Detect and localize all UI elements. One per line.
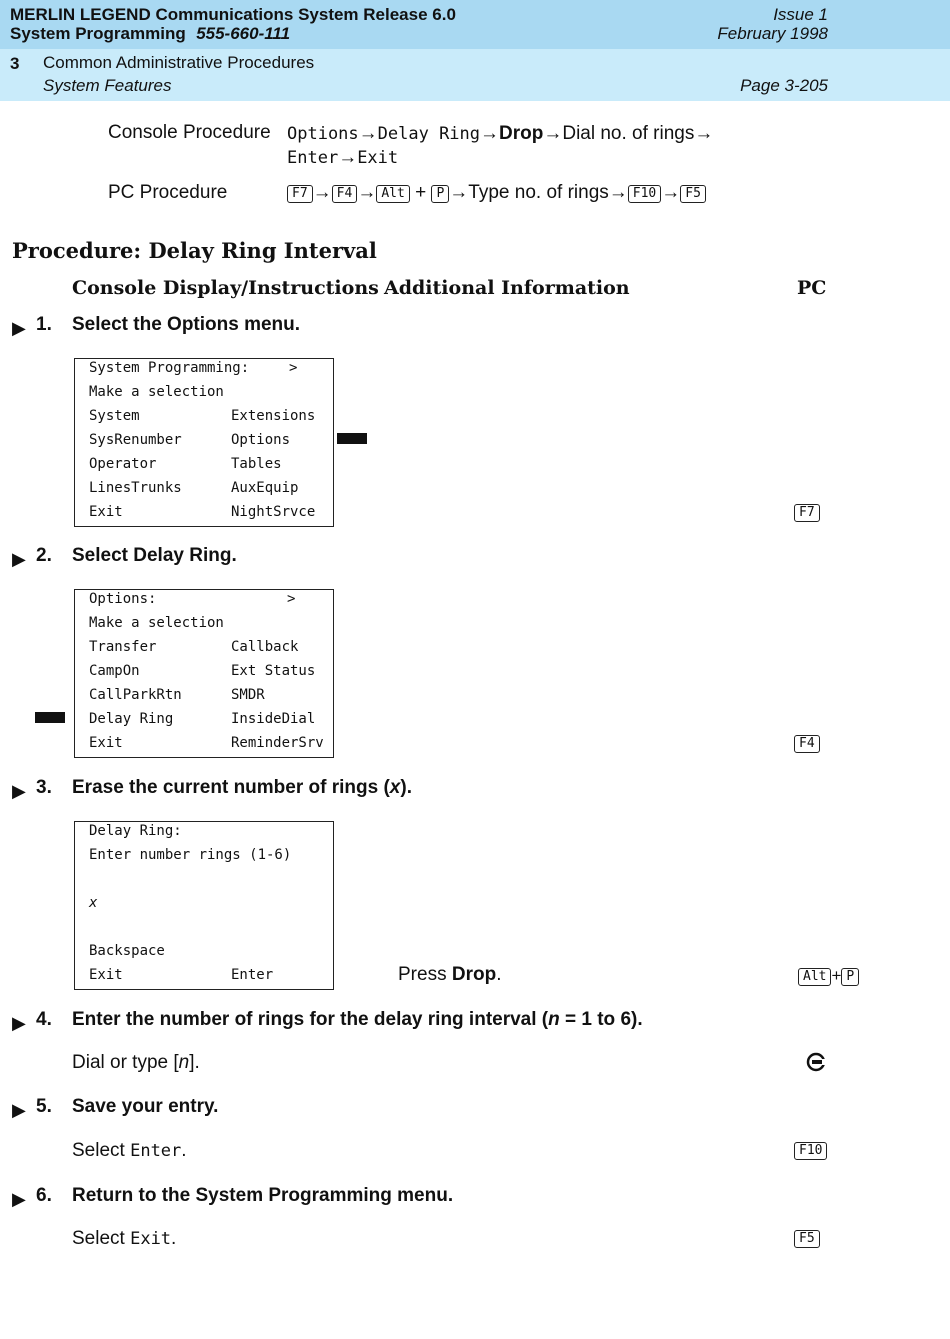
pc-procedure-label: PC Procedure (108, 182, 228, 203)
key-f5: F5 (794, 1230, 820, 1248)
screen-row: x (89, 895, 98, 911)
step-6-text: Return to the System Programming menu. (72, 1185, 454, 1206)
dial-pad-icon (806, 1052, 826, 1072)
chapter-title: Common Administrative Procedures (43, 53, 315, 72)
triangle-right-icon: ▶ (12, 1013, 26, 1033)
arrow: → (661, 182, 681, 203)
chapter-number: 3 (10, 54, 20, 73)
column-head-pc: PC (797, 277, 827, 299)
arrow: → (480, 123, 500, 144)
console-screen-1 (74, 358, 334, 527)
screen-row: CallParkRtn SMDR (89, 687, 265, 703)
console-screen-2 (74, 589, 334, 758)
key-f10: F10 (794, 1142, 827, 1160)
arrow: → (358, 123, 378, 144)
column-head-console: Console Display/Instructions (72, 277, 379, 299)
console-procedure-sequence (287, 122, 757, 170)
screen-row: Transfer Callback (89, 639, 299, 655)
arrow: → (694, 123, 714, 144)
doc-title: MERLIN LEGEND Communications System Release 6.0 (10, 5, 456, 24)
procedure-title: Procedure: Delay Ring Interval (12, 238, 377, 263)
screen-row: Exit ReminderSrv (89, 735, 324, 751)
screen-row: Delay Ring InsideDial (89, 711, 316, 727)
seq-exit: Exit (357, 148, 399, 168)
pc-type-text: Type no. of rings (468, 182, 609, 203)
seq-delay-ring: Delay Ring (377, 124, 481, 144)
plus-sign: + (415, 182, 427, 203)
key-f5: F5 (680, 185, 706, 203)
page-number: Page 3-205 (740, 76, 828, 95)
arrow: → (543, 123, 563, 144)
step-5-body: Select Enter. (72, 1140, 187, 1161)
console-screen-3 (74, 821, 334, 990)
column-head-info: Additional Information (384, 277, 630, 299)
key-p: P (431, 185, 449, 203)
screen-row: System Extensions (89, 408, 316, 424)
key-f10: F10 (628, 185, 661, 203)
screen-row: SysRenumber Options (89, 432, 291, 448)
step-2-number: 2. (36, 545, 52, 566)
step-5-text: Save your entry. (72, 1096, 219, 1117)
key-f7: F7 (794, 504, 820, 522)
step-3-number: 3. (36, 777, 52, 798)
key-alt: Alt (376, 185, 409, 203)
screen-row: Backspace (89, 943, 165, 959)
step-6-number: 6. (36, 1185, 52, 1206)
seq-options: Options (287, 124, 359, 144)
step-3-info: Press Drop. (398, 964, 502, 985)
screen-row: Options: > (89, 591, 296, 607)
key-p: P (841, 968, 859, 986)
step-4-text: Enter the number of rings for the delay ring interval (n = 1 to 6). (72, 1009, 643, 1030)
step-2-text: Select Delay Ring. (72, 545, 237, 566)
pc-key-step-5 (794, 1142, 827, 1160)
arrow: → (357, 182, 377, 203)
screen-row: Exit NightSrvce (89, 504, 316, 520)
step-4-number: 4. (36, 1009, 52, 1030)
triangle-right-icon: ▶ (12, 1189, 26, 1209)
pc-key-step-2 (794, 735, 820, 753)
section-title: System Features (43, 76, 172, 95)
step-3-text: Erase the current number of rings (x). (72, 777, 412, 798)
selection-marker (337, 433, 367, 444)
step-1-text: Select the Options menu. (72, 314, 301, 335)
step-1-number: 1. (36, 314, 52, 335)
pc-key-step-1 (794, 504, 820, 522)
screen-row: Make a selection (89, 384, 224, 400)
seq-dial: Dial no. of rings (562, 123, 695, 144)
step-6-body: Select Exit. (72, 1228, 177, 1249)
screen-row: CampOn Ext Status (89, 663, 316, 679)
arrow: → (312, 182, 332, 203)
triangle-right-icon: ▶ (12, 1100, 26, 1120)
triangle-right-icon: ▶ (12, 781, 26, 801)
triangle-right-icon: ▶ (12, 318, 26, 338)
arrow: → (338, 147, 358, 168)
key-f7: F7 (287, 185, 313, 203)
doc-subtitle-line (10, 24, 290, 44)
arrow: → (608, 182, 628, 203)
screen-row: LinesTrunks AuxEquip (89, 480, 299, 496)
screen-row: Exit Enter (89, 967, 274, 983)
screen-row: Delay Ring: (89, 823, 182, 839)
issue-date: February 1998 (717, 24, 828, 43)
plus-sign: + (831, 966, 842, 985)
doc-subtitle: System Programming (10, 24, 186, 43)
doc-number: 555-660-111 (196, 24, 291, 43)
pc-procedure-sequence (287, 182, 706, 204)
screen-row: Make a selection (89, 615, 224, 631)
key-alt: Alt (798, 968, 831, 986)
triangle-right-icon: ▶ (12, 549, 26, 569)
screen-row: Enter number rings (1-6) (89, 847, 292, 863)
seq-enter: Enter (287, 148, 339, 168)
key-f4: F4 (332, 185, 358, 203)
arrow: → (449, 182, 469, 203)
pc-key-step-3 (798, 966, 859, 986)
step-4-body: Dial or type [n]. (72, 1052, 200, 1073)
step-5-number: 5. (36, 1096, 52, 1117)
seq-drop: Drop (499, 123, 544, 144)
pc-key-step-6 (794, 1230, 820, 1248)
selection-marker (35, 712, 65, 723)
screen-row: System Programming: > (89, 360, 298, 376)
issue: Issue 1 (773, 5, 828, 24)
screen-row: Operator Tables (89, 456, 282, 472)
console-procedure-label: Console Procedure (108, 122, 271, 143)
key-f4: F4 (794, 735, 820, 753)
